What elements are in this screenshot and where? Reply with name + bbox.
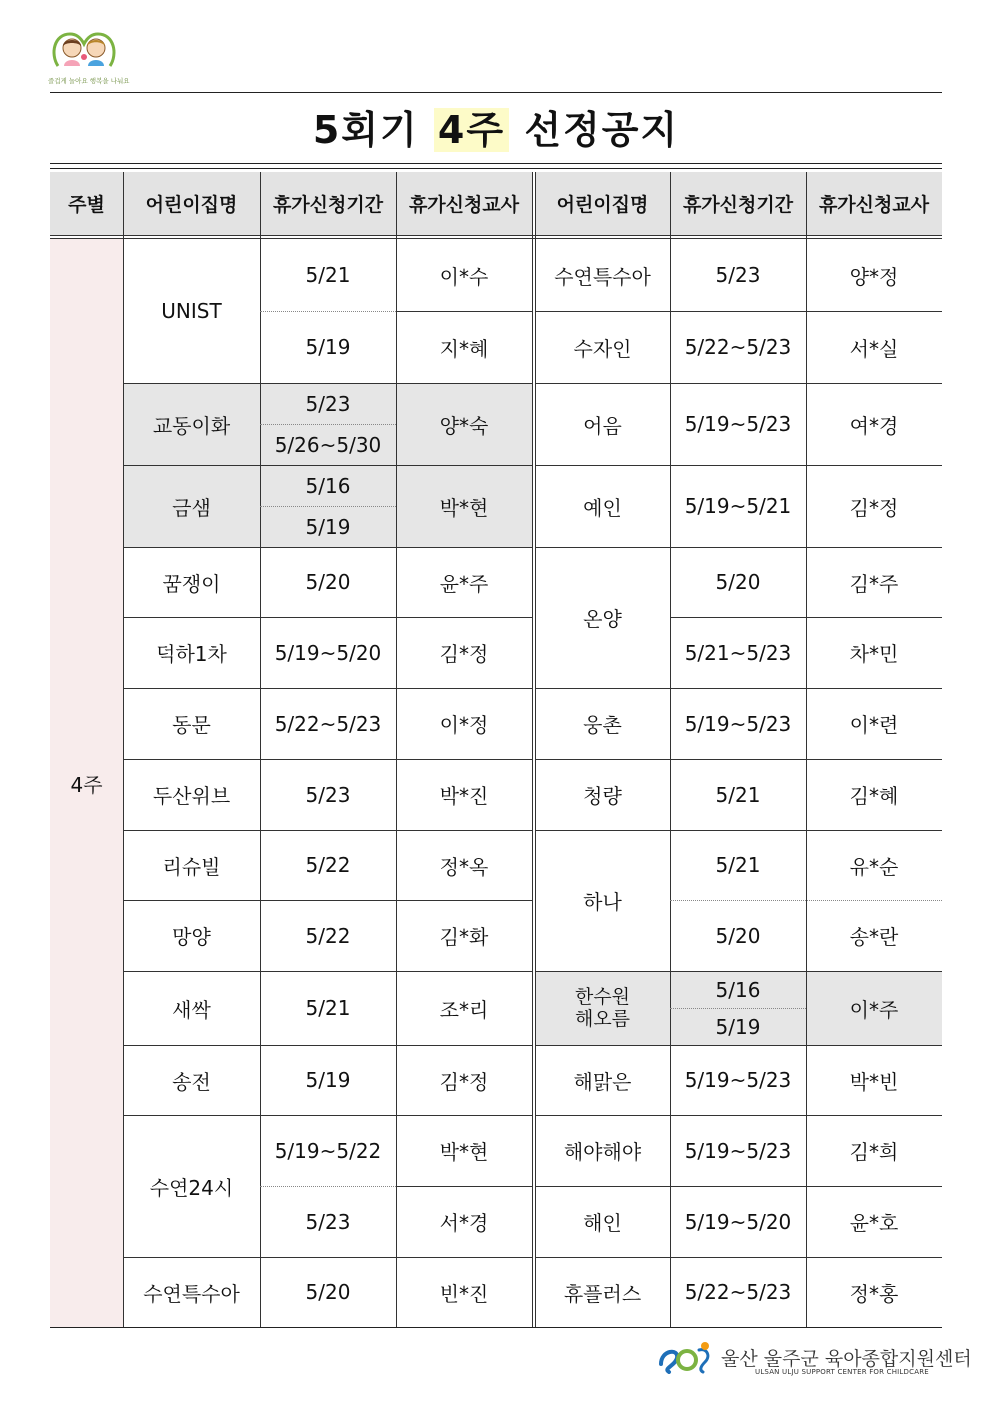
right-daycare-name: 어음 — [583, 413, 622, 438]
grid-line — [396, 172, 397, 1327]
left-teacher: 윤*주 — [439, 571, 489, 596]
left-teacher: 김*정 — [439, 642, 489, 666]
grid-line — [535, 830, 942, 831]
right-daycare-name: 수자인 — [573, 336, 632, 361]
grid-line — [535, 1257, 942, 1258]
right-teacher: 양*정 — [849, 264, 899, 289]
footer-logo — [655, 1340, 972, 1380]
left-daycare-name: 꿈쟁이 — [162, 571, 221, 596]
top-rule — [50, 92, 942, 93]
grid-line — [535, 172, 536, 1327]
left-period: 5/23 — [305, 1209, 351, 1234]
left-period: 5/22 — [305, 853, 351, 877]
right-teacher: 서*실 — [849, 336, 899, 361]
right-teacher: 이*주 — [806, 971, 942, 1045]
left-teacher: 김*정 — [439, 1069, 489, 1094]
left-teacher: 박*현 — [439, 1140, 489, 1164]
right-teacher: 이*련 — [849, 713, 899, 737]
right-daycare-name: 예인 — [583, 495, 622, 520]
right-teacher: 윤*호 — [849, 1211, 899, 1235]
left-teacher: 정*옥 — [439, 854, 489, 879]
right-daycare-name: 청량 — [583, 784, 622, 808]
grid-line — [535, 1115, 942, 1116]
right-teacher: 차*민 — [849, 642, 899, 666]
right-daycare-name — [535, 971, 670, 1045]
left-daycare-name: 두산위브 — [152, 784, 231, 808]
right-daycare-name: 수연특수아 — [554, 264, 651, 289]
grid-line — [535, 759, 942, 760]
left-teacher: 박*현 — [396, 465, 532, 547]
right-teacher: 여*경 — [849, 413, 899, 438]
title-notice: 선정공지 — [524, 108, 680, 152]
left-period: 5/21 — [305, 263, 351, 287]
grid-line-dotted — [260, 424, 396, 425]
grid-line-dotted — [260, 311, 396, 312]
right-daycare-name: 해인 — [583, 1211, 622, 1235]
right-teacher: 김*희 — [849, 1140, 899, 1164]
page-title — [50, 104, 942, 156]
daycare-name-line2: 해오름 — [574, 1008, 631, 1030]
left-daycare-name: 송전 — [172, 1069, 211, 1094]
left-teacher: 조*리 — [439, 997, 489, 1022]
grid-line — [123, 688, 532, 689]
right-period: 5/22~5/23 — [684, 1280, 792, 1304]
grid-line-dotted — [260, 1186, 396, 1187]
left-daycare-name: 금샘 — [123, 465, 260, 547]
header-period-right: 휴가신청기간 — [670, 172, 806, 235]
grid-line — [123, 900, 532, 901]
right-period: 5/19~5/23 — [684, 711, 792, 736]
right-teacher: 정*홍 — [849, 1281, 899, 1306]
left-teacher: 빈*진 — [439, 1281, 489, 1306]
grid-line — [123, 1045, 532, 1046]
left-daycare-name: 수연24시 — [149, 1175, 234, 1200]
grid-line — [535, 383, 942, 384]
left-daycare-name: 동문 — [172, 713, 211, 737]
grid-line — [535, 688, 942, 689]
grid-line — [535, 1045, 942, 1046]
table-bottom-rule — [50, 1327, 942, 1328]
right-daycare-name: 해야해야 — [563, 1140, 642, 1164]
grid-line — [670, 172, 671, 1327]
grid-line — [532, 172, 533, 1327]
week-cell: 4주 — [50, 239, 123, 1327]
grid-line — [535, 311, 942, 312]
grid-line — [123, 830, 532, 831]
left-period: 5/20 — [305, 1280, 351, 1304]
grid-line — [670, 617, 942, 618]
left-teacher: 이*정 — [439, 713, 489, 737]
left-daycare-name: UNIST — [161, 299, 222, 323]
left-period: 5/19 — [260, 506, 396, 547]
left-teacher: 이*수 — [439, 264, 489, 289]
grid-line — [535, 547, 942, 548]
right-period: 5/19~5/23 — [684, 1068, 792, 1092]
right-daycare-name: 하나 — [583, 890, 622, 914]
right-daycare-name: 온양 — [583, 607, 622, 631]
header-daycare-right: 어린이집명 — [535, 172, 670, 235]
grid-line — [806, 172, 807, 1327]
title-week-highlight: 4주 — [434, 108, 509, 152]
grid-line — [123, 971, 532, 972]
left-teacher: 지*혜 — [439, 336, 489, 361]
grid-line — [535, 465, 942, 466]
grid-line — [123, 465, 532, 466]
grid-line — [260, 172, 261, 1327]
header-week: 주별 — [50, 172, 123, 235]
left-daycare-name: 수연특수아 — [143, 1281, 240, 1306]
left-period: 5/19 — [305, 335, 351, 359]
header-teacher-right: 휴가신청교사 — [806, 172, 942, 235]
grid-line — [123, 617, 532, 618]
left-period: 5/23 — [305, 782, 351, 807]
left-teacher: 양*숙 — [396, 383, 532, 465]
header-teacher-left: 휴가신청교사 — [396, 172, 532, 235]
right-teacher: 유*순 — [849, 854, 899, 879]
left-period: 5/16 — [260, 465, 396, 506]
right-teacher: 김*정 — [849, 495, 899, 520]
footer-org-english: ULSAN ULJU SUPPORT CENTER FOR CHILDCARE — [755, 1368, 929, 1376]
grid-line — [123, 547, 532, 548]
right-period: 5/19~5/20 — [684, 1209, 792, 1234]
header-period-left: 휴가신청기간 — [260, 172, 396, 235]
grid-line — [123, 759, 532, 760]
left-period: 5/22~5/23 — [274, 711, 382, 736]
slogan: 즐겁게 놀아요 행복을 나눠요 — [48, 77, 130, 85]
right-daycare-name: 휴플러스 — [563, 1281, 642, 1306]
right-period: 5/23 — [715, 263, 761, 287]
right-period: 5/22~5/23 — [684, 335, 792, 359]
grid-line — [535, 971, 942, 972]
left-period: 5/19~5/22 — [274, 1138, 382, 1163]
left-daycare-name: 리슈빌 — [162, 854, 221, 879]
grid-line-dotted — [670, 900, 942, 901]
right-period: 5/21 — [715, 782, 761, 807]
header-daycare-left: 어린이집명 — [123, 172, 260, 235]
right-period: 5/21 — [715, 853, 761, 877]
left-teacher: 박*진 — [439, 784, 489, 808]
right-period: 5/19~5/21 — [684, 494, 792, 518]
grid-line — [123, 172, 124, 1327]
right-teacher: 김*혜 — [849, 784, 899, 808]
header-rule-inner — [50, 238, 942, 239]
left-daycare-name: 새싹 — [172, 997, 211, 1022]
right-period: 5/21~5/23 — [684, 640, 792, 665]
left-period: 5/22 — [305, 923, 351, 948]
left-teacher: 김*화 — [439, 925, 489, 949]
grid-line-dotted — [260, 506, 396, 507]
selection-table — [50, 172, 942, 1329]
right-teacher: 송*란 — [849, 925, 899, 949]
right-period: 5/20 — [715, 923, 761, 948]
left-period: 5/20 — [305, 570, 351, 594]
right-daycare-name: 웅촌 — [583, 713, 622, 737]
right-period: 5/19~5/23 — [684, 412, 792, 436]
left-period: 5/21 — [305, 996, 351, 1020]
grid-line — [396, 311, 532, 312]
right-daycare-name: 해맑은 — [573, 1069, 632, 1094]
daycare-name-line1: 한수원 — [574, 986, 631, 1008]
left-period: 5/19~5/20 — [274, 640, 382, 665]
right-teacher: 김*주 — [849, 571, 899, 596]
right-teacher: 박*빈 — [849, 1069, 899, 1094]
title-rule — [50, 163, 942, 164]
left-teacher: 서*경 — [439, 1211, 489, 1235]
grid-line-dotted — [670, 1008, 806, 1009]
right-period: 5/16 — [670, 971, 806, 1008]
grid-line — [396, 1186, 532, 1187]
right-period: 5/19 — [670, 1008, 806, 1045]
right-period: 5/20 — [715, 570, 761, 594]
left-period: 5/23 — [260, 383, 396, 424]
grid-line — [535, 1186, 942, 1187]
grid-line — [123, 383, 532, 384]
title-session: 5회기 — [312, 108, 419, 152]
left-daycare-name: 교동이화 — [123, 383, 260, 465]
children-logo-icon — [48, 26, 120, 74]
left-period: 5/26~5/30 — [260, 424, 396, 465]
grid-line — [123, 1257, 532, 1258]
center-logo — [48, 26, 138, 90]
grid-line — [123, 1115, 532, 1116]
header-rule — [50, 235, 942, 236]
right-period: 5/19~5/23 — [684, 1138, 792, 1163]
left-daycare-name: 덕하1차 — [156, 642, 227, 666]
footer-org-korean: 울산 울주군 육아종합지원센터 — [721, 1348, 972, 1370]
center-emblem-icon — [655, 1340, 715, 1374]
left-daycare-name: 망양 — [172, 925, 211, 949]
title-rule-inner — [50, 168, 942, 169]
left-period: 5/19 — [305, 1068, 351, 1092]
